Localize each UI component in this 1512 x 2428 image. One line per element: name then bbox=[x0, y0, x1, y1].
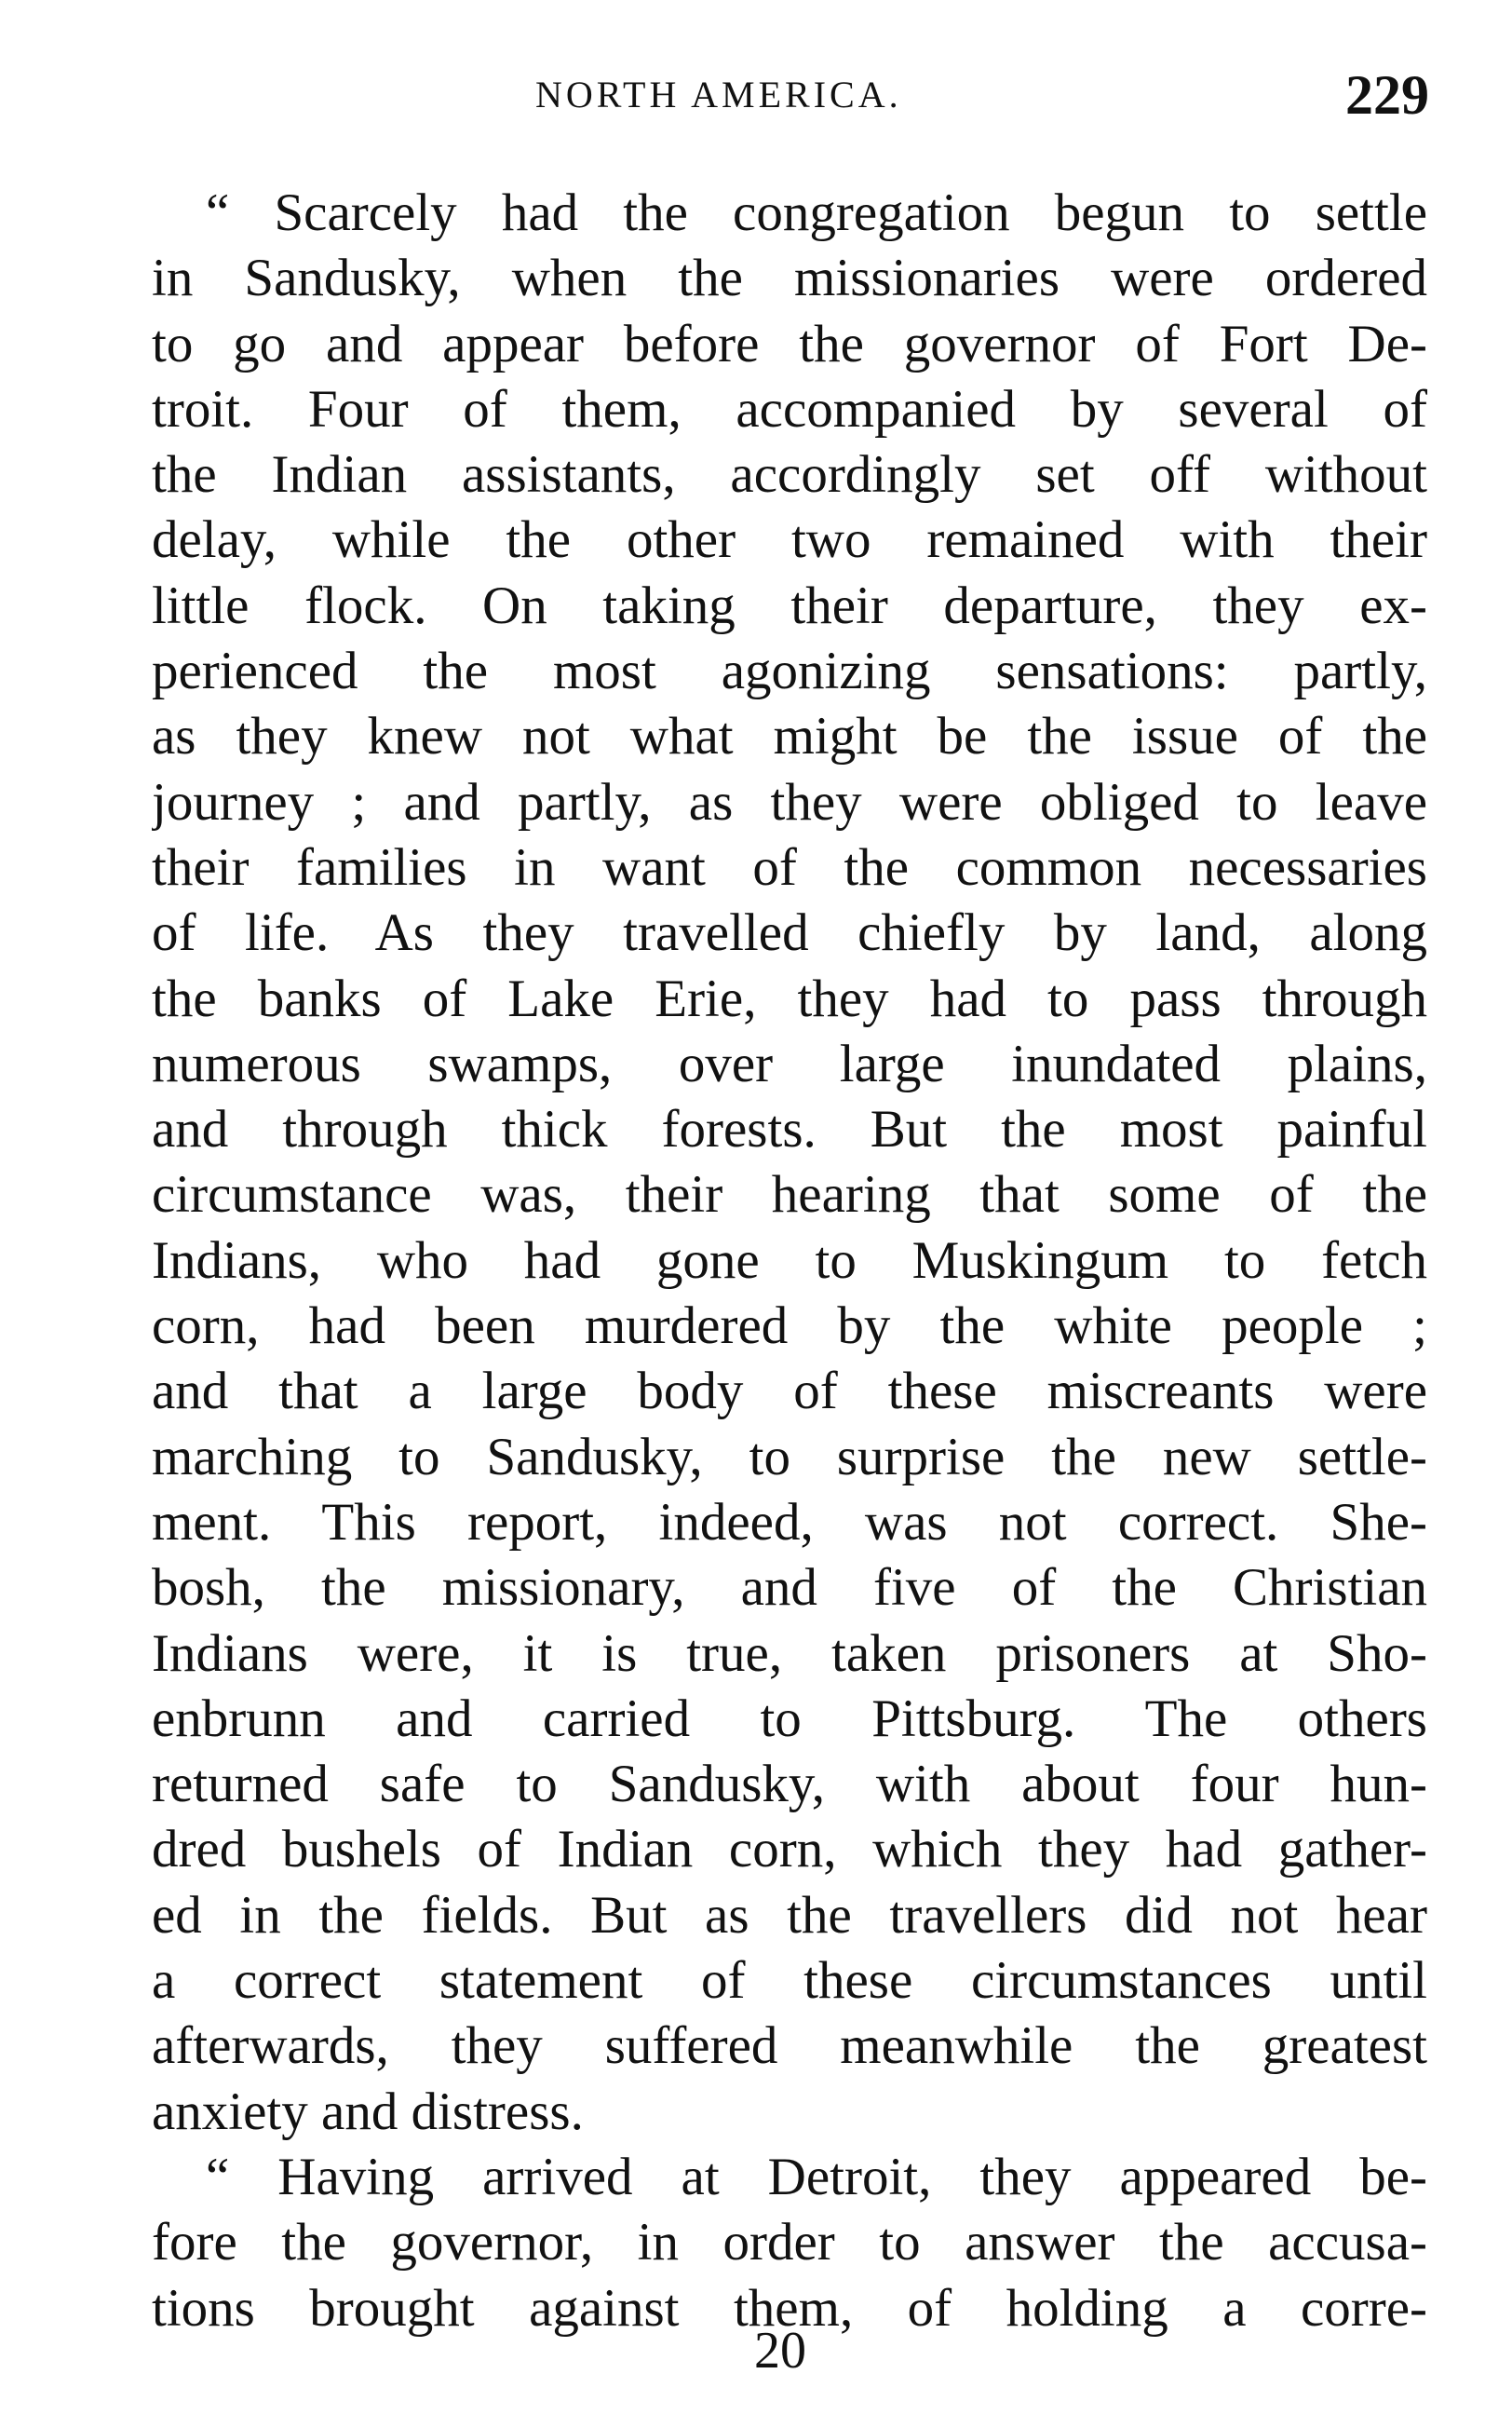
text-line: “ Scarcely had the congregation begun to settle bbox=[206, 183, 1427, 242]
page-number: 229 bbox=[1345, 64, 1429, 126]
text-line: fore the governor, in order to answer the accusa- bbox=[152, 2213, 1427, 2272]
text-line: numerous swamps, over large inundated plains, bbox=[152, 1034, 1427, 1093]
text-line: as they knew not what might be the issue of the bbox=[152, 707, 1427, 766]
text-line: the Indian assistants, accordingly set off without bbox=[152, 445, 1427, 505]
text-line: Indians were, it is true, taken prisoners at Sho- bbox=[152, 1623, 1427, 1683]
text-line: their families in want of the common necessaries bbox=[152, 837, 1427, 897]
text-line: Indians, who had gone to Muskingum to fetch bbox=[152, 1230, 1427, 1290]
text-line: a correct statement of these circumstances until bbox=[152, 1951, 1427, 2011]
text-line: of life. As they travelled chiefly by land, along bbox=[152, 903, 1427, 963]
signature-mark: 20 bbox=[754, 2322, 806, 2380]
text-line: perienced the most agonizing sensations: partly, bbox=[152, 642, 1427, 701]
text-line: returned safe to Sandusky, with about four hun- bbox=[152, 1755, 1427, 1814]
text-line: in Sandusky, when the missionaries were ordered bbox=[152, 249, 1427, 308]
text-line: journey ; and partly, as they were obliged to leave bbox=[152, 772, 1427, 832]
text-line: anxiety and distress. bbox=[152, 2082, 584, 2141]
text-line: the banks of Lake Erie, they had to pass through bbox=[152, 969, 1427, 1028]
text-line: ment. This report, indeed, was not correct. She- bbox=[152, 1492, 1427, 1552]
body-text bbox=[152, 181, 1427, 2341]
text-line: and that a large body of these miscreants were bbox=[152, 1362, 1427, 1421]
text-line: to go and appear before the governor of Fort De- bbox=[152, 314, 1427, 373]
text-line: troit. Four of them, accompanied by several of bbox=[152, 379, 1427, 439]
text-line: afterwards, they suffered meanwhile the greatest bbox=[152, 2016, 1427, 2076]
text-line: bosh, the missionary, and five of the Christian bbox=[152, 1558, 1427, 1618]
text-line: delay, while the other two remained with their bbox=[152, 510, 1427, 570]
text-line: “ Having arrived at Detroit, they appeared be- bbox=[206, 2147, 1427, 2206]
text-line: enbrunn and carried to Pittsburg. The others bbox=[152, 1689, 1427, 1748]
text-line: circumstance was, their hearing that some of the bbox=[152, 1165, 1427, 1225]
text-line: ed in the fields. But as the travellers did not hear bbox=[152, 1885, 1427, 1945]
text-line: tions brought against them, of holding a corre- bbox=[152, 2278, 1427, 2338]
text-line: dred bushels of Indian corn, which they had gather- bbox=[152, 1820, 1427, 1879]
running-head: NORTH AMERICA. bbox=[535, 74, 902, 115]
text-line: marching to Sandusky, to surprise the new settle- bbox=[152, 1427, 1427, 1486]
text-line: little flock. On taking their departure, they ex- bbox=[152, 576, 1427, 635]
text-line: corn, had been murdered by the white people ; bbox=[152, 1296, 1427, 1356]
text-line: and through thick forests. But the most painful bbox=[152, 1100, 1427, 1160]
